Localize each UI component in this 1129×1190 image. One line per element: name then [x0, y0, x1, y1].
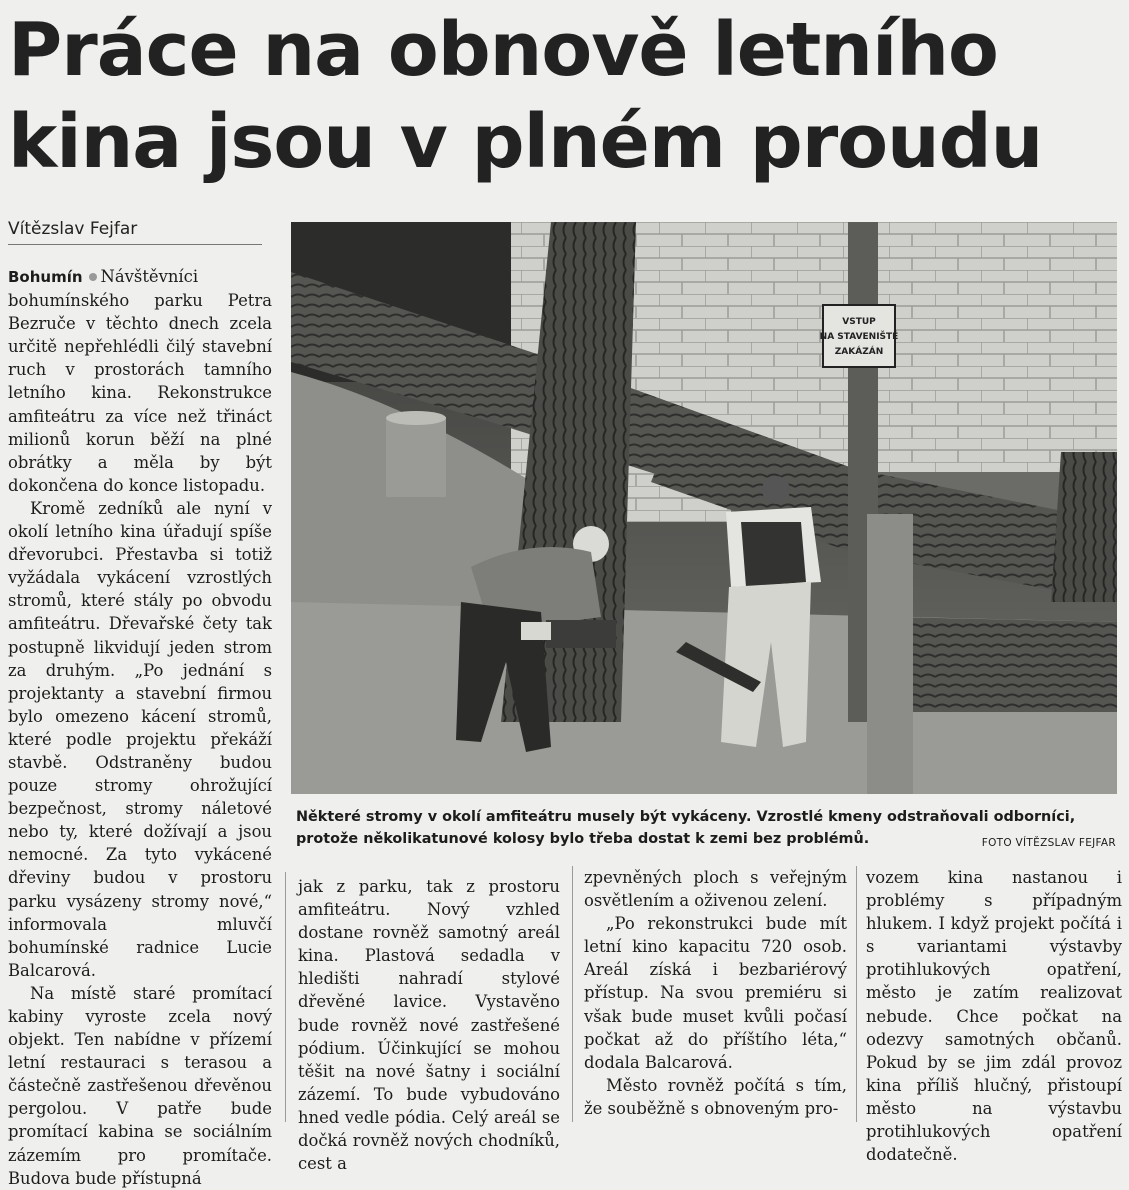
paragraph-2: Kromě zedníků ale nyní v okolí letního kina úřadují spíše dřevorubci. Přestavba si totiž vyžádala vykácení vzrostlých stromů, které stály po obvodu amfiteátru. Dřevařské čety tak postupně likvidují jeden strom za druhým. „Po jednání s projektanty a stavební firmou bylo omezeno kácení stromů, které podle projektu překáží stavbě. Odstraněny budou pouze stromy ohrožující bezpečnost, stromy náletové nebo ty, které dožívají a jsou nemocné. Za tyto vykácené dřeviny budou v prostoru parku vysázeny stromy nové,“ informovala mluvčí bohumínské radnice Lucie Balcarová. — [8, 498, 272, 980]
headline-line-2: kina jsou v plném proudu — [8, 99, 1043, 185]
caption-line-2 — [296, 828, 1120, 850]
paragraph-6: „Po rekonstrukci bude mít letní kino kapacitu 720 osob. Areál získá i bezbariérový přístup. Na svou premiéru si však bude muset kvůli počasí počkat až do příštího léta,“ dodala Balcarová. — [584, 914, 847, 1072]
paragraph-1 — [8, 265, 272, 497]
column-rule — [572, 866, 573, 1122]
paragraph-1-text: Návštěvníci bohumínského parku Petra Bezruče v těchto dnech zcela určitě nepřehlédli čilý stavební ruch v prostorách tamního letního kina. Rekonstrukce amfiteátru za více než třináct milionů korun běží na plné obrátky a měla by být dokončena do konce listopadu. — [8, 267, 272, 495]
photo-caption — [296, 806, 1120, 854]
caption-line-2-text: protože několikatunové kolosy bylo třeba dostat k zemi bez problémů. — [296, 831, 870, 847]
column-rule — [285, 872, 286, 1122]
dateline-bullet-icon — [89, 273, 97, 281]
article-photo — [291, 222, 1117, 794]
byline: Vítězslav Fejfar — [8, 219, 262, 245]
paragraph-7: Město rovněž počítá s tím, že souběžně s obnoveným pro- — [584, 1075, 847, 1118]
paragraph-5: zpevněných ploch s veřejným osvětlením a oživenou zelení. — [584, 868, 847, 911]
headline — [8, 4, 1123, 188]
sign-line-1: VSTUP — [842, 317, 876, 327]
paragraph-3: Na místě staré promítací kabiny vyroste zcela nový objekt. Ten nabídne v přízemí letní restauraci s terasou a částečně zastřešenou dřevěnou pergolou. V patře bude promítací kabina se sociálním zázemím pro promítače. Budova bude přístupná — [8, 983, 272, 1188]
dateline: Bohumín — [8, 268, 83, 286]
sign-line-3: ZAKÁZÁN — [834, 347, 884, 357]
article-column-2 — [298, 875, 560, 1175]
article-column-1 — [8, 265, 272, 1190]
article-column-4 — [866, 866, 1122, 1166]
caption-line-1: Některé stromy v okolí amfiteátru musely být vykáceny. Vzrostlé kmeny odstraňovali odborníci, — [296, 809, 1076, 825]
sign-line-2: NA STAVENIŠTĚ — [819, 332, 899, 342]
paragraph-8: vozem kina nastanou i problémy s případným hlukem. I když projekt počítá i s variantami výstavby protihlukových opatření, město je zatím realizovat nebude. Chce počkat na odezvy samotných občanů. Pokud by se jim zdál provoz kina příliš hlučný, přistoupí město na výstavbu protihlukových opatření dodatečně. — [866, 868, 1122, 1165]
column-rule — [856, 866, 857, 1122]
article-column-3 — [584, 866, 847, 1120]
lumberjacks-photo-image — [291, 222, 1117, 794]
headline-line-1: Práce na obnově letního — [8, 7, 998, 93]
paragraph-4: jak z parku, tak z prostoru amfiteátru. Nový vzhled dostane rovněž samotný areál kina. Plastová sedadla v hledišti nahradí stylové dřevěné lavice. Vystavěno bude rovněž nové zastřešené pódium. Účinkující se mohou těšit na nové šatny i sociální zázemí. To bude vybudováno hned vedle pódia. Celý areál se dočká rovněž nových chodníků, cest a — [298, 877, 560, 1174]
photo-credit: FOTO VÍTĚZSLAV FEJFAR — [981, 837, 1116, 849]
